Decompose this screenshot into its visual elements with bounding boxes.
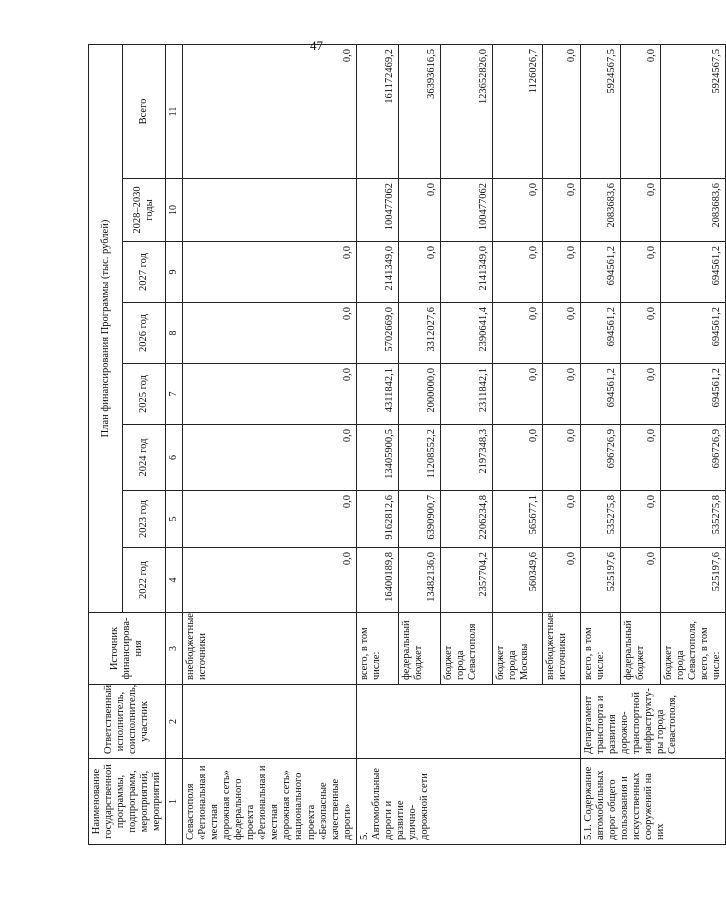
row-value: 5924567,5 — [660, 44, 725, 178]
column-index: 8 — [166, 303, 183, 364]
row-value: 16400189,8 — [356, 548, 398, 613]
row-value: 2083683,6 — [580, 179, 620, 242]
row-source: бюджет города Москвы — [492, 613, 542, 685]
column-index: 1 — [166, 759, 183, 845]
row-value: 36393616,5 — [398, 44, 440, 178]
header-source: Источник финансирова-ния — [89, 613, 166, 685]
column-index: 2 — [166, 685, 183, 759]
row-value: 100477062 — [440, 179, 492, 242]
row-value: 100477062 — [356, 179, 398, 242]
row-value: 0,0 — [620, 303, 660, 364]
row-value: 0,0 — [620, 425, 660, 491]
row-value: 161172469,2 — [356, 44, 398, 178]
row-value: 0,0 — [542, 364, 580, 425]
row-value: 0,0 — [492, 364, 542, 425]
row-value: 0,0 — [620, 179, 660, 242]
row-value: 2390641,4 — [440, 303, 492, 364]
row-value: 0,0 — [542, 44, 580, 178]
table-row — [580, 44, 620, 844]
header-program-name: Наименование государственной программы, подпрограмм, мероприятий, мероприятий — [89, 759, 166, 845]
table-row — [182, 44, 356, 844]
row-responsible: Департамент транспорта и развития дорожно-транспортной инфраструкту-ры города Севастополя, — [580, 685, 725, 759]
column-index: 7 — [166, 364, 183, 425]
header-year: 2028–2030 годы — [123, 179, 166, 242]
row-value: 0,0 — [542, 425, 580, 491]
column-index: 4 — [166, 548, 183, 613]
rotated-table-container — [88, 45, 722, 845]
header-year: 2027 год — [123, 242, 166, 303]
row-value: 0,0 — [492, 303, 542, 364]
row-value: 5702669,0 — [356, 303, 398, 364]
row-source: внебюджетные источники — [182, 613, 356, 685]
row-value: 694561,2 — [580, 364, 620, 425]
row-value: 1126026,7 — [492, 44, 542, 178]
row-value: 2197348,3 — [440, 425, 492, 491]
header-year: 2022 год — [123, 548, 166, 613]
row-value: 694561,2 — [580, 242, 620, 303]
row-value: 694561,2 — [660, 364, 725, 425]
row-value: 11208552,2 — [398, 425, 440, 491]
row-source: бюджет города Севастополя, всего, в том числе: — [660, 613, 725, 685]
header-year: 2023 год — [123, 491, 166, 548]
column-index: 11 — [166, 44, 183, 178]
row-responsible — [182, 685, 356, 759]
row-value: 2141349,0 — [440, 242, 492, 303]
row-value: 3312027,6 — [398, 303, 440, 364]
row-value: 694561,2 — [580, 303, 620, 364]
row-source: бюджет города Севастополя — [440, 613, 492, 685]
row-value: 696726,9 — [580, 425, 620, 491]
row-value: 0,0 — [492, 425, 542, 491]
row-value: 0,0 — [620, 491, 660, 548]
table-row — [356, 44, 398, 844]
page-number: 47 — [310, 38, 323, 53]
row-value: 525197,6 — [580, 548, 620, 613]
row-value: 525197,6 — [660, 548, 725, 613]
row-value: 5924567,5 — [580, 44, 620, 178]
row-value: 4311842,1 — [356, 364, 398, 425]
row-value: 2141349,0 — [356, 242, 398, 303]
row-value: 0,0 — [542, 491, 580, 548]
header-year: 2025 год — [123, 364, 166, 425]
header-year: 2026 год — [123, 303, 166, 364]
row-value: 696726,9 — [660, 425, 725, 491]
row-value: 0,0 — [542, 548, 580, 613]
row-value: 9162812,6 — [356, 491, 398, 548]
row-value: 2357704,2 — [440, 548, 492, 613]
header-total: Всего — [123, 44, 166, 178]
row-value: 0,0 — [182, 44, 356, 178]
row-value: 0,0 — [620, 242, 660, 303]
row-value: 694561,2 — [660, 303, 725, 364]
row-value: 13482136,0 — [398, 548, 440, 613]
row-value: 0,0 — [620, 364, 660, 425]
column-index: 10 — [166, 179, 183, 242]
header-year: 2024 год — [123, 425, 166, 491]
row-name: Севастополя «Региональная и местная дорожная сеть» федерального проекта «Региональная и местная дорожная сеть» национального проекта «Безопасные качественные дороги» — [182, 759, 356, 845]
row-value: 2311842,1 — [440, 364, 492, 425]
row-value: 2206234,8 — [440, 491, 492, 548]
row-source: внебюджетные источники — [542, 613, 580, 685]
row-value: 123652826,0 — [440, 44, 492, 178]
row-value: 0,0 — [492, 242, 542, 303]
column-index: 5 — [166, 491, 183, 548]
header-financing-plan: План финансирования Программы (тыс. рублей) — [89, 44, 123, 612]
row-value: 560349,6 — [492, 548, 542, 613]
row-source: федеральный бюджет — [620, 613, 660, 685]
row-value: 535275,8 — [660, 491, 725, 548]
row-value: 0,0 — [620, 44, 660, 178]
row-value: 2000000,0 — [398, 364, 440, 425]
header-responsible: Ответственный исполнитель, соисполнитель, участник — [89, 685, 166, 759]
row-value: 0,0 — [620, 548, 660, 613]
column-index: 3 — [166, 613, 183, 685]
row-value: 0,0 — [492, 179, 542, 242]
row-value: 0,0 — [182, 303, 356, 364]
row-value: 0,0 — [398, 179, 440, 242]
row-value: 694561,2 — [660, 242, 725, 303]
row-source: всего, в том числе: — [580, 613, 620, 685]
row-value: 565677,1 — [492, 491, 542, 548]
column-index: 6 — [166, 425, 183, 491]
row-value: 0,0 — [542, 303, 580, 364]
row-value — [182, 179, 356, 242]
row-responsible — [356, 685, 580, 759]
row-source: федеральный бюджет — [398, 613, 440, 685]
row-value: 0,0 — [542, 179, 580, 242]
row-value: 13405900,5 — [356, 425, 398, 491]
row-source: всего, в том числе: — [356, 613, 398, 685]
row-value: 0,0 — [398, 242, 440, 303]
row-name: 5. Автомобильные дороги и развитие улично-дорожной сети — [356, 759, 580, 845]
column-index: 9 — [166, 242, 183, 303]
row-value: 0,0 — [182, 242, 356, 303]
row-value: 6390900,7 — [398, 491, 440, 548]
row-value: 0,0 — [182, 491, 356, 548]
row-value: 0,0 — [182, 425, 356, 491]
row-value: 0,0 — [182, 364, 356, 425]
row-value: 2083683,6 — [660, 179, 725, 242]
row-value: 0,0 — [182, 548, 356, 613]
row-value: 535275,8 — [580, 491, 620, 548]
financing-table — [88, 44, 726, 845]
row-name: 5.1. Содержание автомобильных дорог общего пользования и искусственных сооружений на них — [580, 759, 725, 845]
row-value: 0,0 — [542, 242, 580, 303]
